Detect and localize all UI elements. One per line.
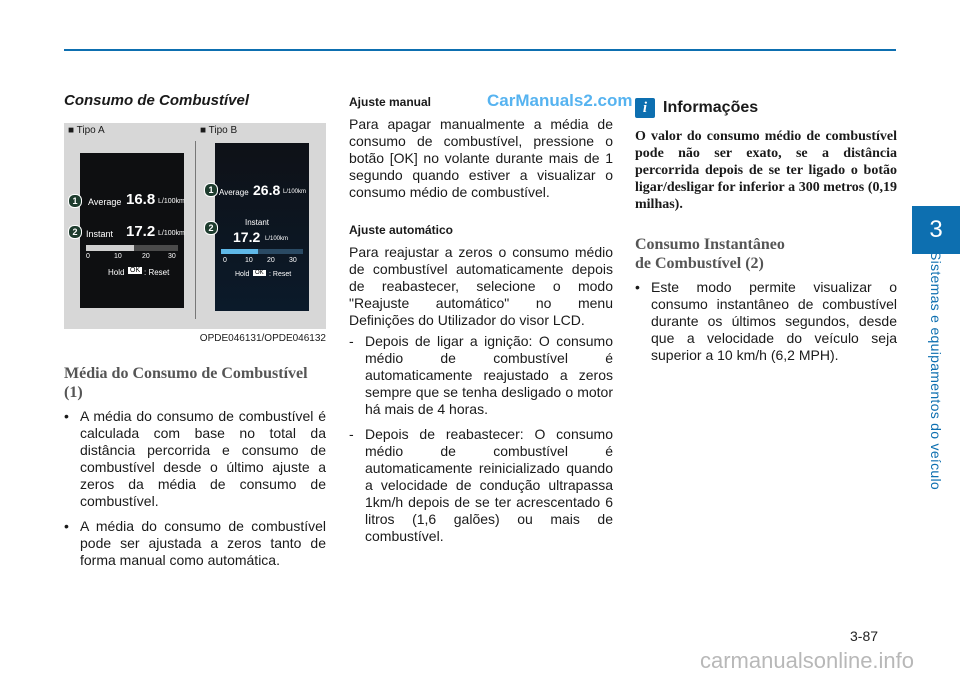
- auto-reset-dash-list: [349, 333, 613, 545]
- a-instant-unit: L/100km: [158, 230, 185, 237]
- b-hold-label: Hold: [235, 271, 250, 278]
- a-average-label: Average: [88, 197, 122, 207]
- auto-reset-title: Ajuste automático: [349, 223, 454, 237]
- instant-bullet-list: [635, 279, 897, 364]
- b-instant-bar-fill: [221, 249, 258, 254]
- figure-caption: OPDE046131/OPDE046132: [199, 333, 326, 344]
- header-rule: [64, 49, 896, 51]
- b-instant-label: Instant: [245, 218, 270, 227]
- info-title: Informações: [663, 99, 759, 116]
- a-average-value: 16.8: [126, 191, 156, 208]
- callout-badge-1-a: 1: [68, 194, 82, 208]
- cluster-figure: [64, 123, 326, 329]
- display-tipo-b: [215, 143, 309, 311]
- list-item: • Este modo permite visualizar o consumo instantâneo de combustível durante os últimos segundos, desde que a velocidade do veículo seja superior a 10 km/h (6,2 MPH).: [635, 279, 897, 363]
- list-item: - Depois de ligar a ignição: O consumo médio de combustível é automaticamente reajustado a zeros sempre que se tenha desligado o motor há mais de 4 horas.: [349, 333, 613, 417]
- b-average-label: Average: [219, 188, 249, 197]
- b-ok-key: OK: [255, 270, 264, 276]
- display-tipo-a: [80, 153, 184, 308]
- a-instant-bar-fill: [86, 245, 134, 251]
- a-scale-10: 10: [114, 253, 122, 260]
- manual-reset-text: Para apagar manualmente a média de consumo de combustível, pressione o botão [OK] no volante durante mais de 1 segundo quando estiver a visualizar o consumo médio de combustível.: [349, 116, 613, 200]
- figure-label-tipo-a: ■ Tipo A: [68, 125, 105, 136]
- column-right: [635, 92, 897, 372]
- section-title-instant: Consumo Instantâneo de Combustível (2): [635, 236, 785, 272]
- average-bullet-list: [64, 408, 326, 569]
- a-average-unit: L/100km: [158, 198, 185, 205]
- info-header: [635, 98, 897, 118]
- info-text: O valor do consumo médio de combustível pode não ser exato, se a distância percorrida depois de se ter ligado o botão ligar/desligar for inferior a 300 metros (0,19 milhas).: [635, 129, 897, 212]
- manual-reset-title: Ajuste manual: [349, 95, 432, 109]
- section-title-average: Média do Consumo de Combustível (1): [64, 365, 308, 401]
- info-icon: i: [635, 98, 655, 118]
- b-instant-unit: L/100km: [265, 236, 289, 242]
- a-scale-20: 20: [142, 253, 150, 260]
- list-item: - Depois de reabastecer: O consumo médio de combustível é automaticamente reinicializado quando a velocidade de condução ultrapassa 1km/h depois de se ter acrescentado 6 litros (1,6 galões) ou mais de combustível.: [349, 426, 613, 544]
- a-hold-label: Hold: [108, 268, 125, 277]
- b-scale-20: 20: [267, 257, 275, 264]
- callout-badge-2-b: 2: [204, 221, 218, 235]
- a-scale-30: 30: [168, 253, 176, 260]
- footer-watermark: carmanualsonline.info: [700, 648, 915, 673]
- column-left: [64, 92, 326, 577]
- page-title: Consumo de Combustível: [64, 92, 250, 109]
- chapter-title: Sistemas e equipamentos do veículo: [928, 251, 944, 490]
- figure-label-tipo-b: ■ Tipo B: [200, 125, 238, 136]
- b-scale-30: 30: [289, 257, 297, 264]
- column-middle: [349, 92, 613, 553]
- callout-badge-2-a: 2: [68, 225, 82, 239]
- a-instant-value: 17.2: [126, 223, 156, 240]
- list-item: • A média do consumo de combustível pode ser ajustada a zeros tanto de forma manual como automática.: [64, 518, 326, 568]
- a-instant-bar: [86, 245, 178, 251]
- b-scale-0: 0: [223, 257, 227, 264]
- a-instant-label: Instant: [86, 229, 114, 239]
- b-reset-label: : Reset: [269, 271, 292, 278]
- auto-reset-text: Para reajustar a zeros o consumo médio de combustível automaticamente depois de reabastecer, selecione o modo "Reajuste automático" no menu Definições do Utilizador do visor LCD.: [349, 244, 613, 328]
- a-reset-label: : Reset: [144, 268, 170, 277]
- chapter-tab: [912, 206, 960, 254]
- b-instant-value: 17.2: [233, 229, 261, 245]
- b-instant-bar: [221, 249, 303, 254]
- figure-divider: [195, 141, 196, 319]
- header-watermark: CarManuals2.com: [487, 91, 633, 110]
- callout-badge-1-b: 1: [204, 183, 218, 197]
- page-number: 3-87: [850, 628, 879, 644]
- chapter-number: 3: [929, 216, 943, 243]
- b-average-value: 26.8: [253, 182, 281, 198]
- b-scale-10: 10: [245, 257, 253, 264]
- a-ok-key: OK: [130, 267, 141, 274]
- list-item: • A média do consumo de combustível é calculada com base no total da distância percorrida e consumo de combustível desde o último ajuste a zeros da média de consumo de combustível.: [64, 408, 326, 509]
- b-average-unit: L/100km: [283, 189, 307, 195]
- a-scale-0: 0: [86, 253, 90, 260]
